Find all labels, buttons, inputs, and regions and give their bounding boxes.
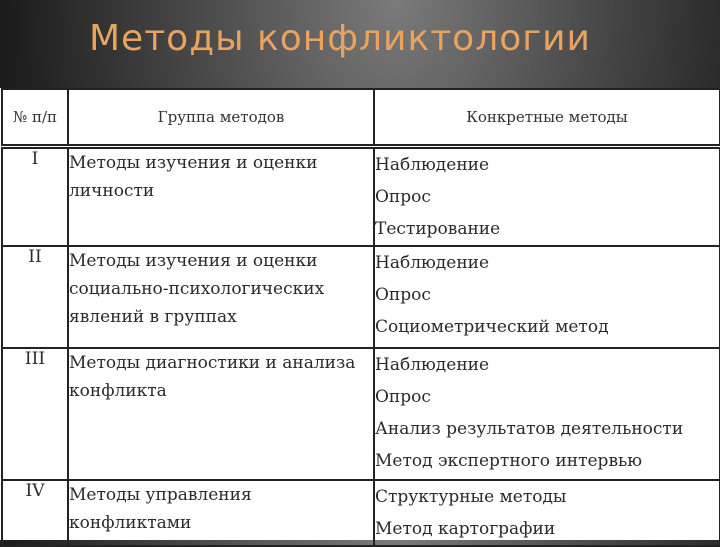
method-item: Метод картографии — [375, 519, 556, 539]
slide-title: Методы конфликтологии — [89, 18, 591, 59]
methods-table-container — [0, 88, 720, 540]
method-item: Наблюдение — [375, 253, 490, 273]
method-group: Методы управления конфликтами — [68, 480, 374, 546]
methods-list — [374, 246, 720, 348]
method-item: Структурные методы — [375, 487, 567, 507]
method-item: Наблюдение — [375, 155, 490, 175]
row-number: II — [2, 246, 68, 348]
methods-list — [374, 480, 720, 546]
methods-table — [1, 88, 720, 547]
row-number: III — [2, 348, 68, 480]
method-item: Анализ результатов деятельности — [375, 419, 684, 439]
method-group: Методы диагностики и анализа конфликта — [68, 348, 374, 480]
table-row — [2, 480, 720, 546]
method-group: Методы изучения и оценки личности — [68, 147, 374, 247]
table-header-row — [2, 89, 720, 147]
table-row — [2, 246, 720, 348]
table-row — [2, 348, 720, 480]
methods-list — [374, 348, 720, 480]
method-item: Социометрический метод — [375, 317, 609, 337]
header-num: № п/п — [2, 89, 68, 147]
method-item: Наблюдение — [375, 355, 490, 375]
row-number: IV — [2, 480, 68, 546]
header-group: Группа методов — [68, 89, 374, 147]
table-row — [2, 147, 720, 247]
method-item: Тестирование — [375, 219, 501, 239]
method-item: Опрос — [375, 387, 431, 407]
header-methods: Конкретные методы — [374, 89, 720, 147]
method-item: Метод экспертного интервью — [375, 451, 643, 471]
method-item: Опрос — [375, 285, 431, 305]
row-number: I — [2, 147, 68, 247]
method-item: Опрос — [375, 187, 431, 207]
methods-list — [374, 147, 720, 247]
method-group: Методы изучения и оценки социально-психологических явлений в группах — [68, 246, 374, 348]
